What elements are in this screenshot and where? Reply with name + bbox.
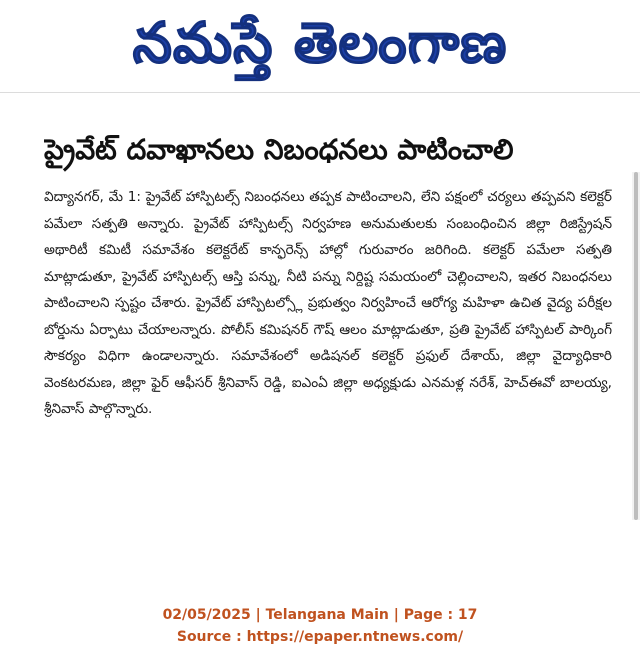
- masthead-divider: [0, 92, 640, 93]
- article-text: ప్రైవేట్ హాస్పిటల్స్ నిబంధనలు తప్పక పాటించాలని, లేని పక్షంలో చర్యలు తప్పవని కలెక్టర్ పమేలా సత్పతి అన్నారు. ప్రైవేట్ హాస్పిటల్స్ నిర్వహణ అనుమతులకు సంబంధించిన జిల్లా రిజిస్ట్రేషన్ అథారిటీ కమిటీ సమావేశం కలెక్టరేట్ కాన్ఫరెన్స్ హాల్లో గురువారం జరిగింది. కలెక్టర్ పమేలా సత్పతి మాట్లాడుతూ, ప్రైవేట్ హాస్పిటల్స్ ఆస్తి పన్ను, నీటి పన్ను నిర్దిష్ట సమయంలో చెల్లించాలని, ఇతర నిబంధనలు పాటించాలని స్పష్టం చేశారు. ప్రైవేట్ హాస్పిటల్స్లో ప్రభుత్వం నిర్వహించే ఆరోగ్య మహిళా ఉచిత వైద్య పరీక్షల బోర్డును ఏర్పాటు చేయాలన్నారు. పోలీస్ కమిషనర్ గౌష్ ఆలం మాట్లాడుతూ, ప్రతి ప్రైవేట్ హాస్పిటల్ పార్కింగ్ సౌకర్యం విధిగా ఉండాలన్నారు. సమావేశంలో అడిషనల్ కలెక్టర్ ప్రఫుల్ దేశాయ్, జిల్లా వైద్యాధికారి వెంకటరమణ, జిల్లా ఫైర్ ఆఫీసర్ శ్రీనివాస్ రెడ్డి, ఐఎంఏ జిల్లా అధ్యక్షుడు ఎనమళ్ల నరేశ్, హెచ్ఈవో బాలయ్య, శ్రీనివాస్ పాల్గొన్నారు.: [44, 189, 612, 417]
- article-headline: ప్రైవేట్ దవాఖానలు నిబంధనలు పాటించాలి: [44, 133, 514, 166]
- source-link[interactable]: Source : https://epaper.ntnews.com/: [176, 629, 464, 645]
- newspaper-masthead: [0, 0, 640, 92]
- newspaper-logo: నమస్తే తెలంగాణ: [132, 11, 508, 76]
- article-dateline: విద్యానగర్, మే 1:: [44, 189, 146, 205]
- page-footer: [0, 604, 640, 648]
- scrollbar-thumb[interactable]: [634, 172, 638, 520]
- edition-info: 02/05/2025 | Telangana Main | Page : 17: [162, 607, 478, 623]
- article-body: [44, 184, 612, 423]
- vertical-scrollbar[interactable]: [632, 172, 640, 520]
- article-clipping: [44, 120, 630, 600]
